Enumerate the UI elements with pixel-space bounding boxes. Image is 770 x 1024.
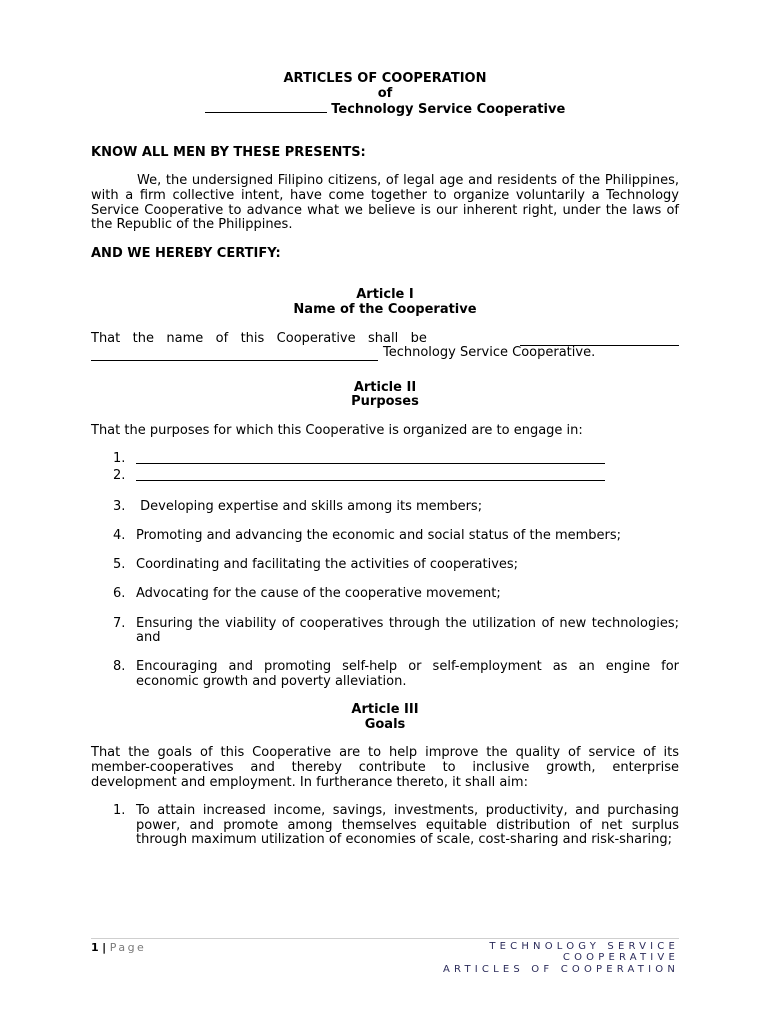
article-2-intro: That the purposes for which this Cooperative is organized are to engage in: bbox=[91, 422, 583, 438]
goal-item bbox=[91, 804, 679, 848]
preamble-text: We, the undersigned Filipino citizens, of legal age and residents of the Philippines, with a firm collective intent, have come together to organize voluntarily a Technology Service Cooperative to advance what we believe is our inherent right, under the laws of the Republic of the Philippines. bbox=[91, 173, 679, 233]
item-text: Developing expertise and skills among its members; bbox=[136, 498, 483, 514]
purpose-item bbox=[91, 469, 679, 486]
cooperative-name-line bbox=[91, 101, 679, 118]
page-separator: | bbox=[102, 941, 107, 954]
footer-line-3: ARTICLES OF COOPERATION bbox=[442, 963, 679, 975]
article-1-number: Article I bbox=[356, 287, 414, 303]
article-1-blank-2 bbox=[91, 349, 378, 361]
preamble-heading: KNOW ALL MEN BY THESE PRESENTS: bbox=[91, 144, 366, 160]
item-number: 7. bbox=[113, 615, 126, 631]
purpose-item bbox=[91, 587, 679, 602]
certify-heading: AND WE HEREBY CERTIFY: bbox=[91, 245, 281, 261]
article-3-title: Goals bbox=[364, 716, 406, 732]
item-number: 2. bbox=[113, 467, 126, 483]
item-text: Encouraging and promoting self-help or self-employment as an engine for economic growth and poverty alleviation. bbox=[136, 659, 679, 689]
item-text: Promoting and advancing the economic and social status of the members; bbox=[136, 528, 622, 544]
article-2-title: Purposes bbox=[351, 394, 419, 410]
footer-line-1: TECHNOLOGY SERVICE bbox=[489, 941, 679, 952]
page-label: Page bbox=[109, 941, 147, 954]
purpose-blank bbox=[136, 469, 605, 481]
purpose-item bbox=[91, 500, 679, 515]
article-1-text-start: That the name of this Cooperative shall be bbox=[91, 330, 427, 346]
item-number: 1. bbox=[113, 803, 126, 819]
item-number: 3. bbox=[113, 498, 126, 514]
item-text: Ensuring the viability of cooperatives through the utilization of new technologies; and bbox=[136, 615, 679, 646]
article-3-number: Article III bbox=[351, 702, 419, 718]
item-number: 8. bbox=[113, 659, 126, 675]
article-1-title: Name of the Cooperative bbox=[293, 301, 477, 317]
purposes-list bbox=[91, 452, 679, 689]
purpose-item bbox=[91, 660, 679, 689]
article-1-text bbox=[91, 332, 679, 361]
page-number bbox=[91, 941, 146, 954]
article-1-blank-1 bbox=[520, 334, 679, 346]
article-1-text-end: Technology Service Cooperative. bbox=[383, 345, 596, 361]
item-number: 5. bbox=[113, 556, 126, 572]
page-footer bbox=[91, 938, 679, 975]
article-2-number: Article II bbox=[353, 379, 417, 395]
item-number: 6. bbox=[113, 586, 126, 602]
purpose-blank bbox=[136, 452, 605, 464]
purpose-item bbox=[91, 558, 679, 573]
item-number: 1. bbox=[113, 451, 126, 467]
purpose-item bbox=[91, 529, 679, 544]
footer-line-2: COOPERATIVE bbox=[562, 952, 679, 964]
goals-list bbox=[91, 804, 679, 848]
item-text: Advocating for the cause of the cooperative movement; bbox=[136, 586, 501, 602]
purpose-item bbox=[91, 617, 679, 646]
item-number: 4. bbox=[113, 528, 126, 544]
page-number-value: 1 bbox=[91, 941, 99, 954]
title-of: of bbox=[377, 85, 393, 101]
purpose-item bbox=[91, 452, 679, 469]
article-3-intro: That the goals of this Cooperative are to help improve the quality of service of its member-cooperatives and thereby contribute to inclusive growth, enterprise development and employment. In furtherance thereto, it shall aim: bbox=[91, 745, 679, 790]
cooperative-name-suffix: Technology Service Cooperative bbox=[331, 102, 566, 118]
document-body bbox=[91, 72, 679, 848]
document-title: ARTICLES OF COOPERATION bbox=[283, 71, 487, 86]
item-text: Coordinating and facilitating the activities of cooperatives; bbox=[136, 556, 519, 572]
name-blank bbox=[205, 101, 327, 113]
item-text: To attain increased income, savings, investments, productivity, and purchasing power, and promote among themselves equitable distribution of net surplus through maximum utilization of economies of scale, cost-sharing and risk-sharing; bbox=[136, 803, 679, 848]
footer-title bbox=[443, 941, 679, 975]
